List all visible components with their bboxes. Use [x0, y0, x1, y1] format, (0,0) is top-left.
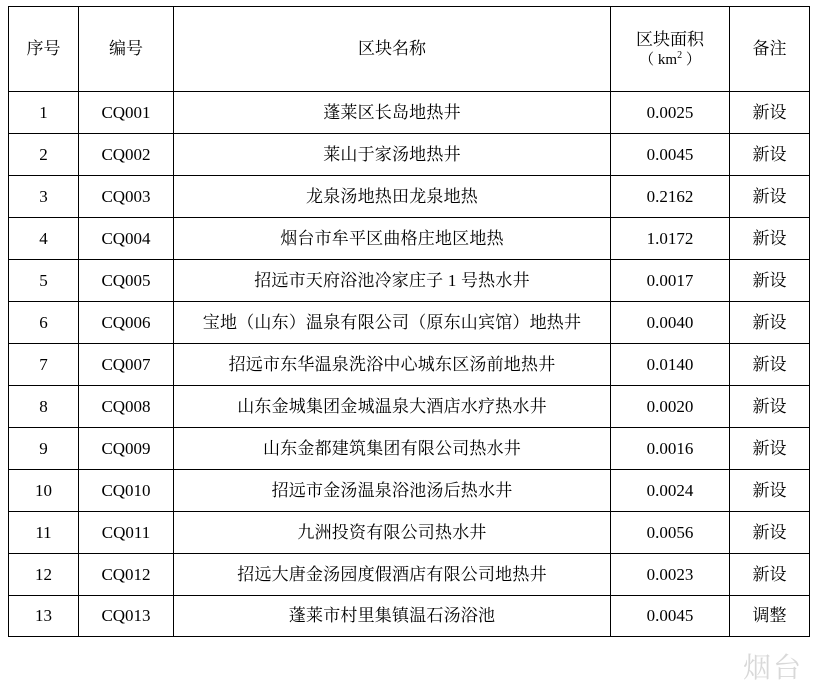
- cell-note: 新设: [730, 512, 810, 554]
- cell-area: 0.0016: [611, 428, 730, 470]
- cell-seq: 10: [9, 470, 79, 512]
- column-header-area: [611, 7, 730, 92]
- cell-note: 新设: [730, 176, 810, 218]
- cell-code: CQ003: [79, 176, 174, 218]
- cell-area: 0.0020: [611, 386, 730, 428]
- cell-code: CQ004: [79, 218, 174, 260]
- cell-seq: 2: [9, 134, 79, 176]
- cell-name: 招远市金汤温泉浴池汤后热水井: [174, 470, 611, 512]
- cell-code: CQ007: [79, 344, 174, 386]
- cell-seq: 11: [9, 512, 79, 554]
- table-row: [9, 218, 810, 260]
- cell-seq: 9: [9, 428, 79, 470]
- table-row: [9, 386, 810, 428]
- cell-area: 1.0172: [611, 218, 730, 260]
- geothermal-blocks-table: [8, 6, 810, 637]
- cell-seq: 13: [9, 596, 79, 637]
- table-row: [9, 554, 810, 596]
- cell-area: 0.0024: [611, 470, 730, 512]
- cell-area: 0.0045: [611, 134, 730, 176]
- table-row: [9, 344, 810, 386]
- cell-note: 调整: [730, 596, 810, 637]
- cell-name: 蓬莱市村里集镇温石汤浴池: [174, 596, 611, 637]
- cell-code: CQ012: [79, 554, 174, 596]
- cell-area: 0.0017: [611, 260, 730, 302]
- cell-name: 山东金城集团金城温泉大酒店水疗热水井: [174, 386, 611, 428]
- cell-name: 烟台市牟平区曲格庄地区地热: [174, 218, 611, 260]
- table-row: [9, 428, 810, 470]
- cell-note: 新设: [730, 92, 810, 134]
- table-row: [9, 134, 810, 176]
- table-body: [9, 92, 810, 637]
- table-row: [9, 470, 810, 512]
- cell-name: 山东金都建筑集团有限公司热水井: [174, 428, 611, 470]
- cell-name: 宝地（山东）温泉有限公司（原东山宾馆）地热井: [174, 302, 611, 344]
- cell-seq: 7: [9, 344, 79, 386]
- table-row: [9, 176, 810, 218]
- cell-seq: 5: [9, 260, 79, 302]
- cell-name: 招远大唐金汤园度假酒店有限公司地热井: [174, 554, 611, 596]
- table-row: [9, 512, 810, 554]
- cell-name: 九洲投资有限公司热水井: [174, 512, 611, 554]
- cell-note: 新设: [730, 302, 810, 344]
- cell-code: CQ013: [79, 596, 174, 637]
- cell-area: 0.0045: [611, 596, 730, 637]
- cell-area: 0.0023: [611, 554, 730, 596]
- cell-seq: 4: [9, 218, 79, 260]
- column-header-name: 区块名称: [174, 7, 611, 92]
- cell-area: 0.0025: [611, 92, 730, 134]
- cell-name: 招远市天府浴池冷家庄子 1 号热水井: [174, 260, 611, 302]
- cell-seq: 6: [9, 302, 79, 344]
- cell-note: 新设: [730, 470, 810, 512]
- cell-name: 莱山于家汤地热井: [174, 134, 611, 176]
- cell-seq: 8: [9, 386, 79, 428]
- cell-code: CQ001: [79, 92, 174, 134]
- table-row: [9, 302, 810, 344]
- table-row: [9, 92, 810, 134]
- cell-note: 新设: [730, 386, 810, 428]
- column-header-area-unit: （ $km^2$ ）: [639, 49, 701, 68]
- cell-code: CQ011: [79, 512, 174, 554]
- cell-code: CQ005: [79, 260, 174, 302]
- column-header-note: 备注: [730, 7, 810, 92]
- table-row: [9, 260, 810, 302]
- cell-seq: 3: [9, 176, 79, 218]
- cell-name: 招远市东华温泉洗浴中心城东区汤前地热井: [174, 344, 611, 386]
- cell-code: CQ008: [79, 386, 174, 428]
- cell-note: 新设: [730, 218, 810, 260]
- column-header-code: 编号: [79, 7, 174, 92]
- cell-area: 0.0140: [611, 344, 730, 386]
- cell-note: 新设: [730, 260, 810, 302]
- cell-note: 新设: [730, 344, 810, 386]
- cell-seq: 1: [9, 92, 79, 134]
- cell-note: 新设: [730, 554, 810, 596]
- column-header-area-label: 区块面积: [636, 29, 704, 49]
- table-row: [9, 596, 810, 637]
- cell-note: 新设: [730, 428, 810, 470]
- table-header: [9, 7, 810, 92]
- cell-code: CQ010: [79, 470, 174, 512]
- cell-name: 龙泉汤地热田龙泉地热: [174, 176, 611, 218]
- cell-seq: 12: [9, 554, 79, 596]
- cell-name: 蓬莱区长岛地热井: [174, 92, 611, 134]
- cell-code: CQ006: [79, 302, 174, 344]
- column-header-seq: 序号: [9, 7, 79, 92]
- cell-code: CQ009: [79, 428, 174, 470]
- watermark: 烟台: [742, 653, 803, 684]
- table-header-row: [9, 7, 810, 92]
- cell-note: 新设: [730, 134, 810, 176]
- cell-area: 0.0040: [611, 302, 730, 344]
- cell-code: CQ002: [79, 134, 174, 176]
- cell-area: 0.0056: [611, 512, 730, 554]
- cell-area: 0.2162: [611, 176, 730, 218]
